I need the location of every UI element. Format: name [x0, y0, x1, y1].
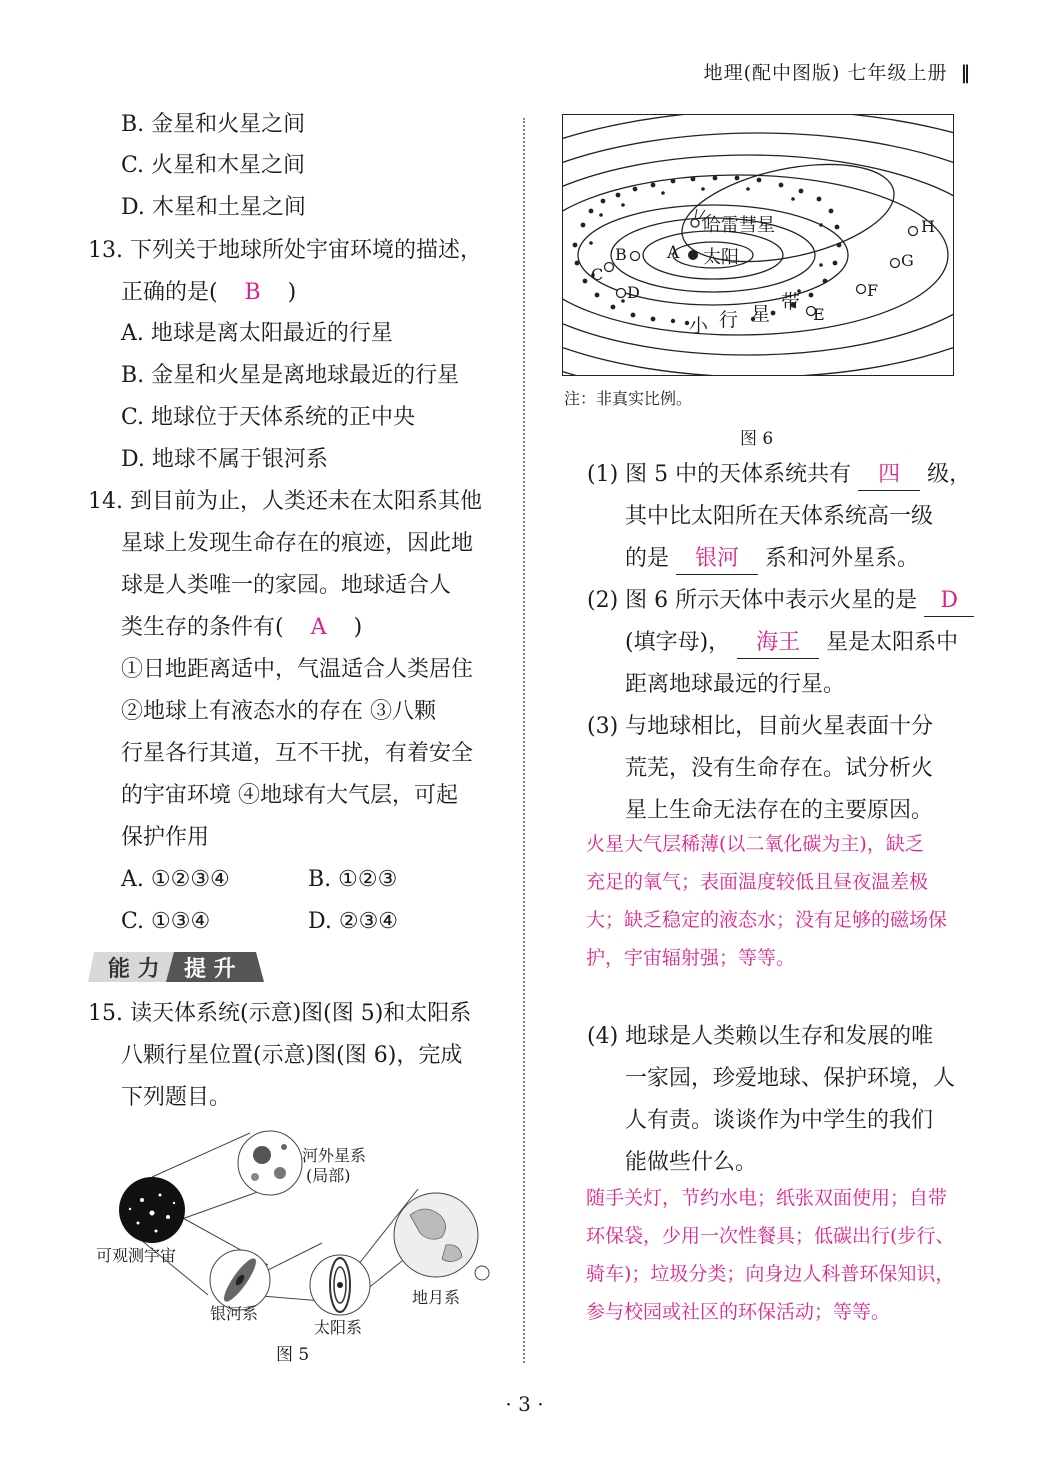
p4-answer-2: 环保袋，少用一次性餐具；低碳出行(步行、	[586, 1225, 955, 1247]
header-bars: ‖	[960, 62, 971, 84]
q14-stem-4	[121, 613, 362, 643]
section-label-part1: 能 力	[108, 957, 160, 982]
p3-answer-1: 火星大气层稀薄(以二氧化碳为主)，缺乏	[586, 833, 924, 855]
fig6-label-a: A	[667, 243, 680, 263]
q14-stem-4a: 类生存的条件有(	[121, 615, 284, 640]
fig6-belt-4: 带	[781, 291, 801, 313]
q13-option-a: A. 地球是离太阳最近的行星	[121, 321, 393, 346]
p3-line-3: 星上生命无法存在的主要原因。	[625, 798, 934, 823]
fig5-caption: 图 5	[276, 1345, 310, 1365]
p2-line-1	[587, 586, 974, 617]
p1-line-1b: 级，	[927, 462, 972, 487]
fig6-belt-1: 小	[689, 315, 709, 337]
figure-5	[90, 1125, 510, 1340]
q14-option-a: A. ①②③④	[121, 867, 230, 892]
q15-stem-3: 下列题目。	[121, 1085, 232, 1110]
p1-line-3b: 系和河外星系。	[765, 546, 920, 571]
q12-option-c: C. 火星和木星之间	[121, 153, 306, 178]
q13-option-b: B. 金星和火星是离地球最近的行星	[121, 363, 460, 388]
q14-condition-2: ②地球上有液态水的存在 ③八颗	[121, 699, 436, 724]
p2-answer-2: 海王	[737, 628, 819, 659]
q14-stem-2: 星球上发现生命存在的痕迹，因此地	[121, 531, 474, 556]
q13-answer: B	[244, 280, 261, 305]
p4-answer-4: 参与校园或社区的环保活动；等等。	[586, 1301, 891, 1323]
p1-line-1	[587, 460, 971, 491]
p1-line-3a: 的是	[625, 546, 670, 571]
p4-answer-1: 随手关灯，节约水电；纸张双面使用；自带	[586, 1187, 948, 1209]
q14-option-b: B. ①②③	[308, 867, 398, 892]
p3-answer-3: 大；缺乏稳定的液态水；没有足够的磁场保	[586, 909, 948, 931]
p1-line-1a: (1) 图 5 中的天体系统共有	[587, 462, 852, 487]
q12-option-b: B. 金星和火星之间	[121, 112, 306, 137]
p3-answer-2: 充足的氧气；表面温度较低且昼夜温差极	[586, 871, 929, 893]
q14-option-c: C. ①③④	[121, 909, 211, 934]
header-title: 地理(配中图版) 七年级上册	[703, 62, 948, 84]
p2-line-3: 距离地球最远的行星。	[625, 672, 846, 697]
q14-answer: A	[310, 615, 327, 640]
p4-line-4: 能做些什么。	[625, 1150, 758, 1175]
p3-line-2: 荒芜，没有生命存在。试分析火	[625, 756, 934, 781]
p1-answer-1: 四	[858, 460, 920, 491]
p4-line-3: 人有责。谈谈作为中学生的我们	[625, 1108, 934, 1133]
fig5-label-milkyway: 银河系	[210, 1304, 259, 1323]
fig5-label-solar: 太阳系	[314, 1318, 363, 1337]
fig5-label-earthmoon: 地月系	[412, 1288, 461, 1307]
q14-stem-1: 14. 到目前为止，人类还未在太阳系其他	[88, 489, 482, 514]
fig6-label-b: B	[615, 245, 627, 264]
p3-answer-4: 护，宇宙辐射强；等等。	[586, 947, 796, 969]
q13-stem-2a: 正确的是(	[121, 280, 218, 305]
fig6-label-d: D	[627, 283, 640, 302]
q15-stem-1: 15. 读天体系统(示意)图(图 5)和太阳系	[88, 1001, 472, 1026]
q13-option-d: D. 地球不属于银河系	[121, 447, 328, 472]
fig6-caption: 图 6	[740, 429, 774, 449]
q14-condition-5: 保护作用	[121, 825, 210, 850]
q13-option-c: C. 地球位于天体系统的正中央	[121, 405, 416, 430]
column-divider	[523, 118, 525, 1363]
page-number: · 3 ·	[505, 1392, 544, 1416]
section-badge	[86, 950, 266, 984]
fig6-belt-3: 星	[751, 303, 771, 325]
fig5-label-partial: (局部)	[306, 1166, 351, 1185]
p1-answer-2: 银河	[676, 544, 758, 575]
figure-6	[562, 114, 954, 376]
fig6-label-sun: 太阳	[703, 247, 739, 268]
p4-line-1: (4) 地球是人类赖以生存和发展的唯	[587, 1024, 934, 1049]
q14-condition-3: 行星各行其道，互不干扰，有着安全	[121, 741, 474, 766]
p1-line-2: 其中比太阳所在天体系统高一级	[625, 504, 934, 529]
p4-line-2: 一家园，珍爱地球、保护环境，人	[625, 1066, 956, 1091]
p3-line-1: (3) 与地球相比，目前火星表面十分	[587, 714, 934, 739]
q13-stem-2	[121, 278, 296, 308]
p2-line-2	[625, 628, 958, 659]
page-header	[704, 58, 971, 85]
q14-option-d: D. ②③④	[308, 909, 399, 934]
p2-line-2a: (填字母)，	[625, 630, 731, 655]
p1-line-3	[625, 544, 919, 575]
fig5-label-universe: 可观测宇宙	[96, 1246, 177, 1265]
fig6-label-f: F	[867, 281, 879, 300]
q14-stem-3: 球是人类唯一的家园。地球适合人	[121, 573, 452, 598]
p2-line-1a: (2) 图 6 所示天体中表示火星的是	[587, 588, 918, 613]
p2-line-2b: 星是太阳系中	[826, 630, 959, 655]
fig6-label-g: G	[901, 251, 914, 270]
q14-condition-4: 的宇宙环境 ④地球有大气层，可起	[121, 783, 458, 808]
p2-answer-1: D	[924, 586, 974, 617]
p4-answer-3: 骑车)；垃圾分类；向身边人科普环保知识，	[586, 1263, 955, 1285]
q14-stem-4b: )	[353, 615, 363, 640]
q13-stem-1: 13. 下列关于地球所处宇宙环境的描述，	[88, 238, 482, 263]
fig6-label-h: H	[921, 217, 935, 236]
fig6-label-c: C	[591, 265, 604, 284]
section-label-part2: 提 升	[184, 957, 236, 982]
fig6-label-e: E	[813, 305, 825, 324]
q13-stem-2b: )	[287, 280, 297, 305]
q12-option-d: D. 木星和土星之间	[121, 195, 306, 220]
fig5-label-extragalactic: 河外星系	[302, 1146, 367, 1165]
fig6-label-halley: 哈雷彗星	[703, 215, 775, 236]
q15-stem-2: 八颗行星位置(示意)图(图 6)，完成	[121, 1043, 463, 1068]
fig6-note: 注：非真实比例。	[564, 389, 693, 408]
q14-condition-1: ①日地距离适中，气温适合人类居住	[121, 657, 474, 682]
fig6-belt-2: 行	[719, 309, 739, 331]
